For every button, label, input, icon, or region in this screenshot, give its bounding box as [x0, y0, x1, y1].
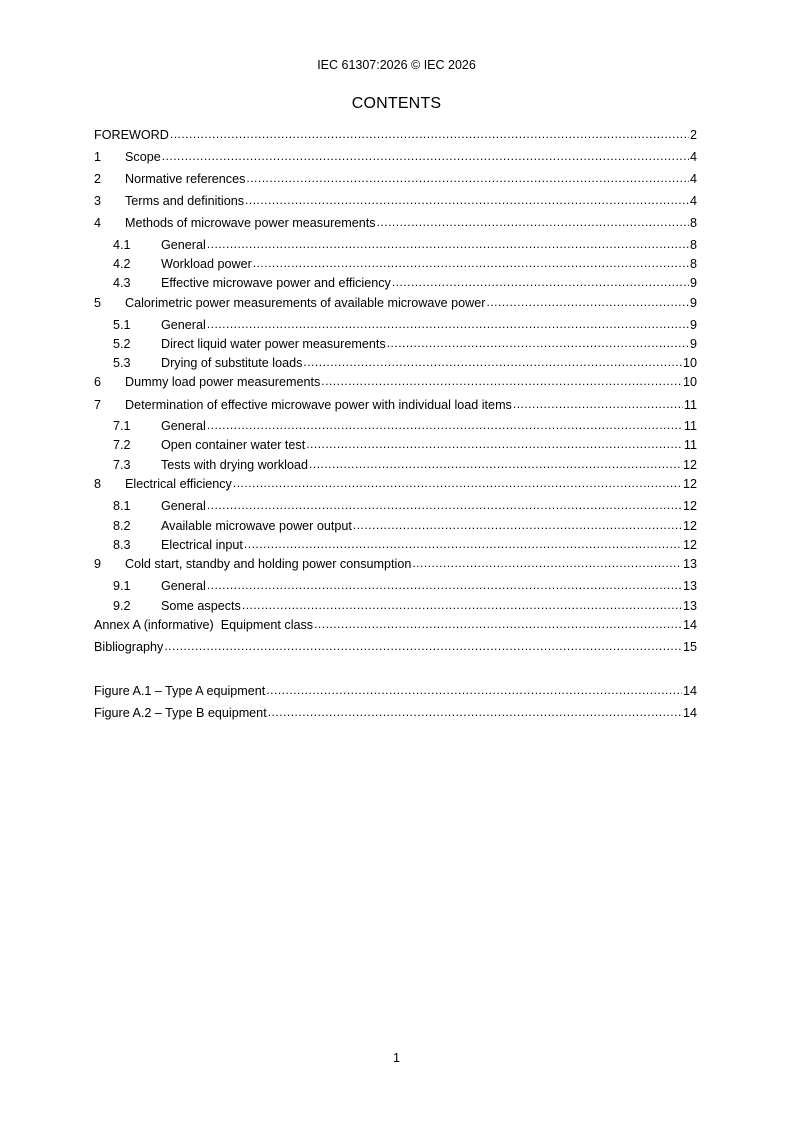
toc-entry-number: 5 — [94, 296, 102, 310]
figure-entry-title: Figure A.2 – Type B equipment — [94, 706, 267, 720]
toc-entry-title: General — [161, 419, 206, 433]
dot-leader — [233, 474, 682, 492]
toc-entry-number: 4 — [94, 216, 102, 230]
toc-entry-number: 9.1 — [113, 579, 131, 593]
toc-entry-7-2-open-container[interactable] — [94, 436, 697, 454]
toc-entry-page: 8 — [689, 238, 697, 252]
dot-leader — [377, 213, 689, 231]
toc-entry-number: 8.2 — [113, 519, 131, 533]
dot-leader — [244, 535, 682, 553]
toc-entry-cold-start-standby[interactable] — [94, 555, 697, 573]
toc-entry-page: 10 — [682, 356, 697, 370]
toc-entry-title: Available microwave power output — [161, 519, 352, 533]
dot-leader — [306, 435, 683, 453]
dot-leader — [412, 554, 682, 572]
toc-entry-title: Dummy load power measurements — [125, 375, 321, 389]
toc-entry-number: 7 — [94, 398, 102, 412]
toc-entry-page: 10 — [682, 375, 697, 389]
toc-entry-number: 8.1 — [113, 499, 131, 513]
dot-leader — [207, 416, 683, 434]
toc-entry-title: Some aspects — [161, 599, 241, 613]
toc-entry-electrical-efficiency[interactable] — [94, 475, 697, 493]
toc-entry-page: 13 — [682, 557, 697, 571]
toc-entry-page: 12 — [682, 519, 697, 533]
dot-leader — [321, 372, 682, 390]
page-number: 1 — [393, 1051, 400, 1065]
toc-entry-title: Annex A (informative) Equipment class — [94, 618, 314, 632]
toc-entry-title: General — [161, 579, 206, 593]
toc-entry-7-3-drying-workload[interactable] — [94, 456, 697, 474]
document-reference-header: IEC 61307:2026 © IEC 2026 — [317, 58, 476, 72]
dot-leader — [387, 334, 689, 352]
dot-leader — [162, 147, 689, 165]
toc-entry-title: Determination of effective microwave power with individual load items — [125, 398, 512, 412]
toc-entry-title: Terms and definitions — [125, 194, 245, 208]
toc-entry-title: Open container water test — [161, 438, 306, 452]
toc-entry-number: 9.2 — [113, 599, 131, 613]
toc-entry-4-2-workload-power[interactable] — [94, 255, 697, 273]
toc-entry-number: 5.1 — [113, 318, 131, 332]
toc-entry-page: 4 — [689, 172, 697, 186]
toc-entry-title: General — [161, 238, 206, 252]
dot-leader — [246, 169, 689, 187]
dot-leader — [268, 703, 682, 721]
toc-entry-number: 4.3 — [113, 276, 131, 290]
figure-entry-a1[interactable] — [94, 682, 697, 700]
toc-entry-title: Electrical efficiency — [125, 477, 232, 491]
figure-entry-page: 14 — [682, 684, 697, 698]
toc-entry-page: 9 — [689, 337, 697, 351]
dot-leader — [207, 576, 682, 594]
toc-entry-title: Normative references — [125, 172, 246, 186]
dot-leader — [253, 254, 689, 272]
toc-entry-5-3-drying-substitute-loads[interactable] — [94, 354, 697, 372]
toc-entry-calorimetric-measurements[interactable] — [94, 294, 697, 312]
dot-leader — [164, 637, 682, 655]
toc-entry-4-1-general[interactable] — [94, 236, 697, 254]
toc-entry-9-1-general[interactable] — [94, 577, 697, 595]
dot-leader — [207, 315, 689, 333]
toc-entry-title: General — [161, 318, 206, 332]
toc-entry-page: 15 — [682, 640, 697, 654]
toc-entry-number: 7.2 — [113, 438, 131, 452]
dot-leader — [353, 516, 682, 534]
toc-entry-page: 12 — [682, 458, 697, 472]
toc-entry-bibliography[interactable] — [94, 638, 697, 656]
toc-entry-page: 13 — [682, 579, 697, 593]
toc-entry-title: Bibliography — [94, 640, 164, 654]
toc-title: CONTENTS — [351, 95, 442, 112]
toc-entry-title: Scope — [125, 150, 161, 164]
toc-entry-8-3-electrical-input[interactable] — [94, 536, 697, 554]
toc-entry-page: 2 — [689, 128, 697, 142]
dot-leader — [513, 395, 683, 413]
toc-entry-page: 9 — [689, 296, 697, 310]
toc-entry-page: 13 — [682, 599, 697, 613]
toc-entry-number: 7.1 — [113, 419, 131, 433]
figure-entry-a2[interactable] — [94, 704, 697, 722]
toc-entry-7-1-general[interactable] — [94, 417, 697, 435]
toc-entry-title: Effective microwave power and efficiency — [161, 276, 391, 290]
toc-entry-determination-effective-power[interactable] — [94, 396, 697, 414]
figure-entry-title: Figure A.1 – Type A equipment — [94, 684, 266, 698]
toc-entry-title: Calorimetric power measurements of available microwave power — [125, 296, 486, 310]
toc-entry-number: 1 — [94, 150, 102, 164]
dot-leader — [392, 273, 689, 291]
dot-leader — [314, 615, 682, 633]
toc-entry-title: General — [161, 499, 206, 513]
toc-entry-number: 9 — [94, 557, 102, 571]
dot-leader — [303, 353, 682, 371]
toc-entry-8-2-available-power-output[interactable] — [94, 517, 697, 535]
toc-entry-4-3-effective-power[interactable] — [94, 274, 697, 292]
toc-entry-number: 5.3 — [113, 356, 131, 370]
toc-entry-5-1-general[interactable] — [94, 316, 697, 334]
toc-entry-number: 7.3 — [113, 458, 131, 472]
toc-entry-5-2-direct-liquid-water[interactable] — [94, 335, 697, 353]
toc-entry-number: 8.3 — [113, 538, 131, 552]
dot-leader — [207, 235, 689, 253]
dot-leader — [309, 455, 682, 473]
toc-entry-page: 4 — [689, 150, 697, 164]
toc-entry-page: 9 — [689, 318, 697, 332]
toc-entry-title: Electrical input — [161, 538, 243, 552]
toc-entry-number: 2 — [94, 172, 102, 186]
dot-leader — [486, 293, 689, 311]
toc-entry-number: 5.2 — [113, 337, 131, 351]
toc-entry-scope[interactable] — [94, 148, 697, 166]
dot-leader — [170, 125, 689, 143]
toc-entry-page: 4 — [689, 194, 697, 208]
toc-entry-terms-and-definitions[interactable] — [94, 192, 697, 210]
toc-entry-page: 12 — [682, 499, 697, 513]
toc-entry-number: 4.1 — [113, 238, 131, 252]
toc-entry-title: FOREWORD — [94, 128, 169, 142]
toc-entry-title: Workload power — [161, 257, 252, 271]
dot-leader — [245, 191, 689, 209]
dot-leader — [266, 681, 682, 699]
toc-entry-page: 8 — [689, 216, 697, 230]
toc-entry-annex-a[interactable] — [94, 616, 697, 634]
toc-entry-page: 12 — [682, 477, 697, 491]
toc-entry-page: 12 — [682, 538, 697, 552]
toc-entry-9-2-some-aspects[interactable] — [94, 597, 697, 615]
toc-entry-page: 14 — [682, 618, 697, 632]
toc-entry-page: 9 — [689, 276, 697, 290]
dot-leader — [242, 596, 682, 614]
toc-entry-number: 4.2 — [113, 257, 131, 271]
toc-entry-title: Drying of substitute loads — [161, 356, 303, 370]
toc-entry-foreword[interactable] — [94, 126, 697, 144]
toc-entry-title: Methods of microwave power measurements — [125, 216, 376, 230]
toc-entry-methods-of-measurements[interactable] — [94, 214, 697, 232]
toc-entry-8-1-general[interactable] — [94, 497, 697, 515]
toc-entry-title: Cold start, standby and holding power consumption — [125, 557, 412, 571]
toc-entry-normative-references[interactable] — [94, 170, 697, 188]
toc-entry-dummy-load[interactable] — [94, 373, 697, 391]
toc-entry-title: Direct liquid water power measurements — [161, 337, 386, 351]
dot-leader — [207, 496, 682, 514]
toc-entry-number: 3 — [94, 194, 102, 208]
toc-entry-title: Tests with drying workload — [161, 458, 308, 472]
toc-entry-page: 11 — [683, 438, 697, 452]
figure-entry-page: 14 — [682, 706, 697, 720]
toc-entry-page: 11 — [683, 398, 697, 412]
toc-entry-page: 11 — [683, 419, 697, 433]
toc-entry-number: 8 — [94, 477, 102, 491]
toc-entry-number: 6 — [94, 375, 102, 389]
toc-entry-page: 8 — [689, 257, 697, 271]
